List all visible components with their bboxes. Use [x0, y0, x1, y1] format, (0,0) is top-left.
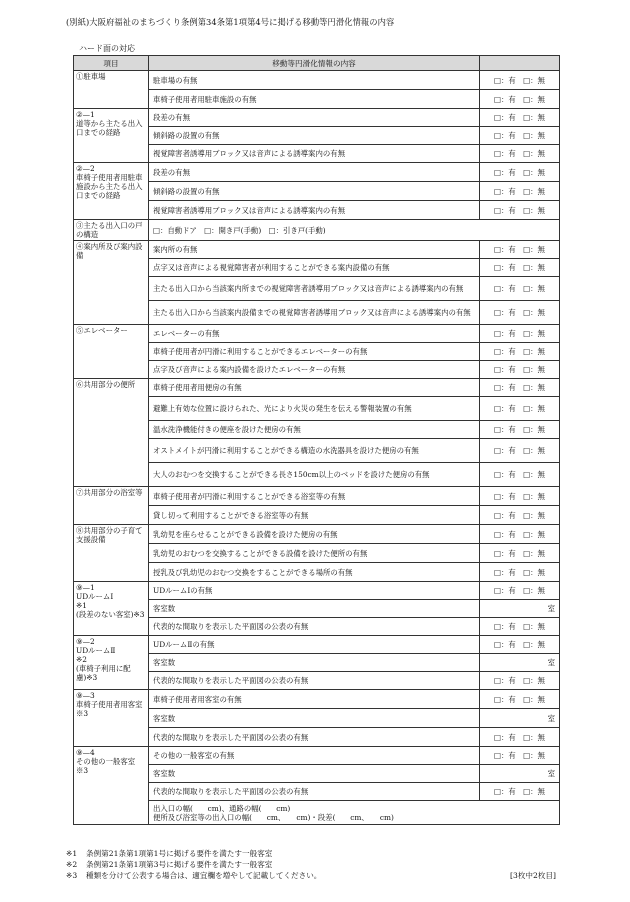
footnote-mark: ※2	[66, 859, 78, 869]
yes-no-checkbox[interactable]: □：有 □：無	[480, 325, 560, 343]
table-row	[74, 220, 560, 241]
yes-no-checkbox[interactable]: □：有 □：無	[480, 241, 560, 259]
yes-no-checkbox[interactable]: □：有 □：無	[480, 582, 560, 600]
category-door-structure: ③主たる出入口の戸の構造	[74, 220, 149, 241]
yes-no-checkbox[interactable]: □：有 □：無	[480, 563, 560, 582]
category-wheelchair-room: ⑨—3 車椅子使用者用客室※3	[74, 690, 149, 747]
category-childcare: ⑧共用部分の子育て支援設備	[74, 525, 149, 582]
row-content: 車椅子使用者用客室の有無	[149, 690, 480, 709]
yes-no-checkbox[interactable]: □：有 □：無	[480, 783, 560, 801]
yes-no-checkbox[interactable]: □：有 □：無	[480, 487, 560, 506]
table-row	[74, 325, 560, 343]
row-content: 貸し切って利用することができる浴室等の有無	[149, 506, 480, 525]
row-content: 視覚障害者誘導用ブロック又は音声による誘導案内の有無	[149, 145, 480, 163]
row-content: 案内所の有無	[149, 241, 480, 259]
footnote	[66, 871, 556, 882]
footnote-text: 条例第21条第1項第1号に掲げる要件を満たす一般客室	[86, 849, 273, 858]
yes-no-checkbox[interactable]: □：有 □：無	[480, 421, 560, 439]
row-content: その他の一般客室の有無	[149, 747, 480, 765]
room-count-field[interactable]: 室	[480, 709, 560, 728]
section-subtitle: ハード面の対応	[79, 44, 135, 53]
table-row	[74, 747, 560, 765]
accessibility-info-table	[73, 55, 560, 825]
room-count-field[interactable]: 室	[480, 765, 560, 783]
table-row	[74, 690, 560, 709]
yes-no-checkbox[interactable]: □：有 □：無	[480, 182, 560, 201]
row-content: 代表的な間取りを表示した平面図の公表の有無	[149, 728, 480, 747]
footnote	[66, 849, 556, 860]
yes-no-checkbox[interactable]: □：有 □：無	[480, 301, 560, 325]
row-content: 代表的な間取りを表示した平面図の公表の有無	[149, 783, 480, 801]
row-content: 駐車場の有無	[149, 71, 480, 90]
row-content: エレベーターの有無	[149, 325, 480, 343]
footnote-text: 種類を分けて公表する場合は、適宜欄を増やして記載してください。	[86, 870, 322, 880]
yes-no-checkbox[interactable]: □：有 □：無	[480, 728, 560, 747]
row-content: 客室数	[149, 654, 480, 672]
row-content: 車椅子使用者用便房の有無	[149, 379, 480, 397]
table-row	[74, 163, 560, 182]
row-content: 車椅子使用者が円滑に利用することができる浴室等の有無	[149, 487, 480, 506]
category-information: ④案内所及び案内設備	[74, 241, 149, 325]
row-content: 傾斜路の設置の有無	[149, 182, 480, 201]
header-content: 移動等円滑化情報の内容	[149, 56, 480, 71]
yes-no-checkbox[interactable]: □：有 □：無	[480, 747, 560, 765]
row-content: 主たる出入口から当該案内設備までの視覚障害者誘導用ブロック又は音声による誘導案内の有無	[149, 301, 480, 325]
yes-no-checkbox[interactable]: □：有 □：無	[480, 379, 560, 397]
footnote-text: 条例第21条第1項第3号に掲げる要件を満たす一般客室	[86, 859, 273, 869]
footnote-mark: ※3	[66, 870, 78, 880]
footnote-mark: ※1	[66, 849, 78, 858]
row-content: 客室数	[149, 600, 480, 618]
entrance-width-text: 出入口の幅( cm)、通路の幅( cm)	[153, 803, 291, 813]
table-row	[74, 636, 560, 654]
yes-no-checkbox[interactable]: □：有 □：無	[480, 397, 560, 421]
table-row	[74, 109, 560, 127]
yes-no-checkbox[interactable]: □：有 □：無	[480, 525, 560, 544]
table-row	[74, 525, 560, 544]
row-content: UDルームⅠの有無	[149, 582, 480, 600]
row-content: 車椅子使用者用駐車施設の有無	[149, 90, 480, 109]
room-count-field[interactable]: 室	[480, 600, 560, 618]
row-content: 大人のおむつを交換することができる長さ150cm以上のベッドを設けた便房の有無	[149, 463, 480, 487]
row-content: 客室数	[149, 709, 480, 728]
yes-no-checkbox[interactable]: □：有 □：無	[480, 90, 560, 109]
door-type-checkboxes[interactable]: □：自動ドア □：開き戸(手動) □：引き戸(手動)	[149, 220, 560, 241]
row-content: 段差の有無	[149, 109, 480, 127]
category-ud-room-2: ⑨—2 UDルームⅡ ※2 (車椅子利用に配慮)※3	[74, 636, 149, 690]
yes-no-checkbox[interactable]: □：有 □：無	[480, 277, 560, 301]
category-bathroom: ⑦共用部分の浴室等	[74, 487, 149, 525]
row-content: 温水洗浄機能付きの便座を設けた便房の有無	[149, 421, 480, 439]
table-header-row	[74, 56, 560, 71]
category-parking: ①駐車場	[74, 71, 149, 109]
footnotes	[66, 849, 556, 881]
yes-no-checkbox[interactable]: □：有 □：無	[480, 109, 560, 127]
category-toilet: ⑥共用部分の便所	[74, 379, 149, 487]
yes-no-checkbox[interactable]: □：有 □：無	[480, 544, 560, 563]
header-answer	[480, 56, 560, 71]
page-indicator: [3枚中2枚目]	[510, 870, 556, 880]
table-row	[74, 241, 560, 259]
category-elevator: ⑤エレベーター	[74, 325, 149, 379]
category-ud-room-1: ⑨—1 UDルームⅠ ※1 (段差のない客室)※3	[74, 582, 149, 636]
row-content: 避難上有効な位置に設けられた、光により火災の発生を伝える警報装置の有無	[149, 397, 480, 421]
row-content: 段差の有無	[149, 163, 480, 182]
yes-no-checkbox[interactable]: □：有 □：無	[480, 259, 560, 277]
toilet-bath-width-text: 便所及び浴室等の出入口の幅( cm、 cm)・段差( cm、 cm)	[153, 812, 394, 822]
row-content: 代表的な間取りを表示した平面図の公表の有無	[149, 618, 480, 636]
category-route-entrance: ②—1 道等から主たる出入口までの経路	[74, 109, 149, 163]
row-content: オストメイトが円滑に利用することができる構造の水洗器具を設けた便房の有無	[149, 439, 480, 463]
yes-no-checkbox[interactable]: □：有 □：無	[480, 163, 560, 182]
yes-no-checkbox[interactable]: □：有 □：無	[480, 127, 560, 145]
category-route-parking: ②—2 車椅子使用者用駐車施設から主たる出入口までの経路	[74, 163, 149, 220]
row-content: 客室数	[149, 765, 480, 783]
row-content: 授乳及び乳幼児のおむつ交換をすることができる場所の有無	[149, 563, 480, 582]
header-item: 項目	[74, 56, 149, 71]
table-row	[74, 582, 560, 600]
yes-no-checkbox[interactable]: □：有 □：無	[480, 71, 560, 90]
yes-no-checkbox[interactable]: □：有 □：無	[480, 690, 560, 709]
yes-no-checkbox[interactable]: □：有 □：無	[480, 439, 560, 463]
row-content: 車椅子使用者が円滑に利用することができるエレベーターの有無	[149, 343, 480, 361]
row-content: 点字及び音声による案内設備を設けたエレベーターの有無	[149, 361, 480, 379]
row-content: UDルームⅡの有無	[149, 636, 480, 654]
yes-no-checkbox[interactable]: □：有 □：無	[480, 343, 560, 361]
row-content: 視覚障害者誘導用ブロック又は音声による誘導案内の有無	[149, 201, 480, 220]
yes-no-checkbox[interactable]: □：有 □：無	[480, 463, 560, 487]
row-content: 乳幼児のおむつを交換することができる設備を設けた便所の有無	[149, 544, 480, 563]
row-content: 代表的な間取りを表示した平面図の公表の有無	[149, 672, 480, 690]
row-content: 乳幼児を座らせることができる設備を設けた便房の有無	[149, 525, 480, 544]
yes-no-checkbox[interactable]: □：有 □：無	[480, 145, 560, 163]
footnote	[66, 860, 556, 871]
dimension-fields[interactable]	[149, 801, 560, 825]
row-content: 傾斜路の設置の有無	[149, 127, 480, 145]
row-content: 主たる出入口から当該案内所までの視覚障害者誘導用ブロック又は音声による誘導案内の有無	[149, 277, 480, 301]
yes-no-checkbox[interactable]: □：有 □：無	[480, 201, 560, 220]
document-title: (別紙)大阪府福祉のまちづくり条例第34条第1項第4号に掲げる移動等円滑化情報の内容	[66, 17, 395, 27]
table-row	[74, 71, 560, 90]
yes-no-checkbox[interactable]: □：有 □：無	[480, 636, 560, 654]
yes-no-checkbox[interactable]: □：有 □：無	[480, 361, 560, 379]
table-row	[74, 487, 560, 506]
row-content: 点字又は音声による視覚障害者が利用することができる案内設備の有無	[149, 259, 480, 277]
yes-no-checkbox[interactable]: □：有 □：無	[480, 506, 560, 525]
category-general-room: ⑨—4 その他の一般客室※3	[74, 747, 149, 825]
yes-no-checkbox[interactable]: □：有 □：無	[480, 672, 560, 690]
room-count-field[interactable]: 室	[480, 654, 560, 672]
yes-no-checkbox[interactable]: □：有 □：無	[480, 618, 560, 636]
table-row	[74, 379, 560, 397]
